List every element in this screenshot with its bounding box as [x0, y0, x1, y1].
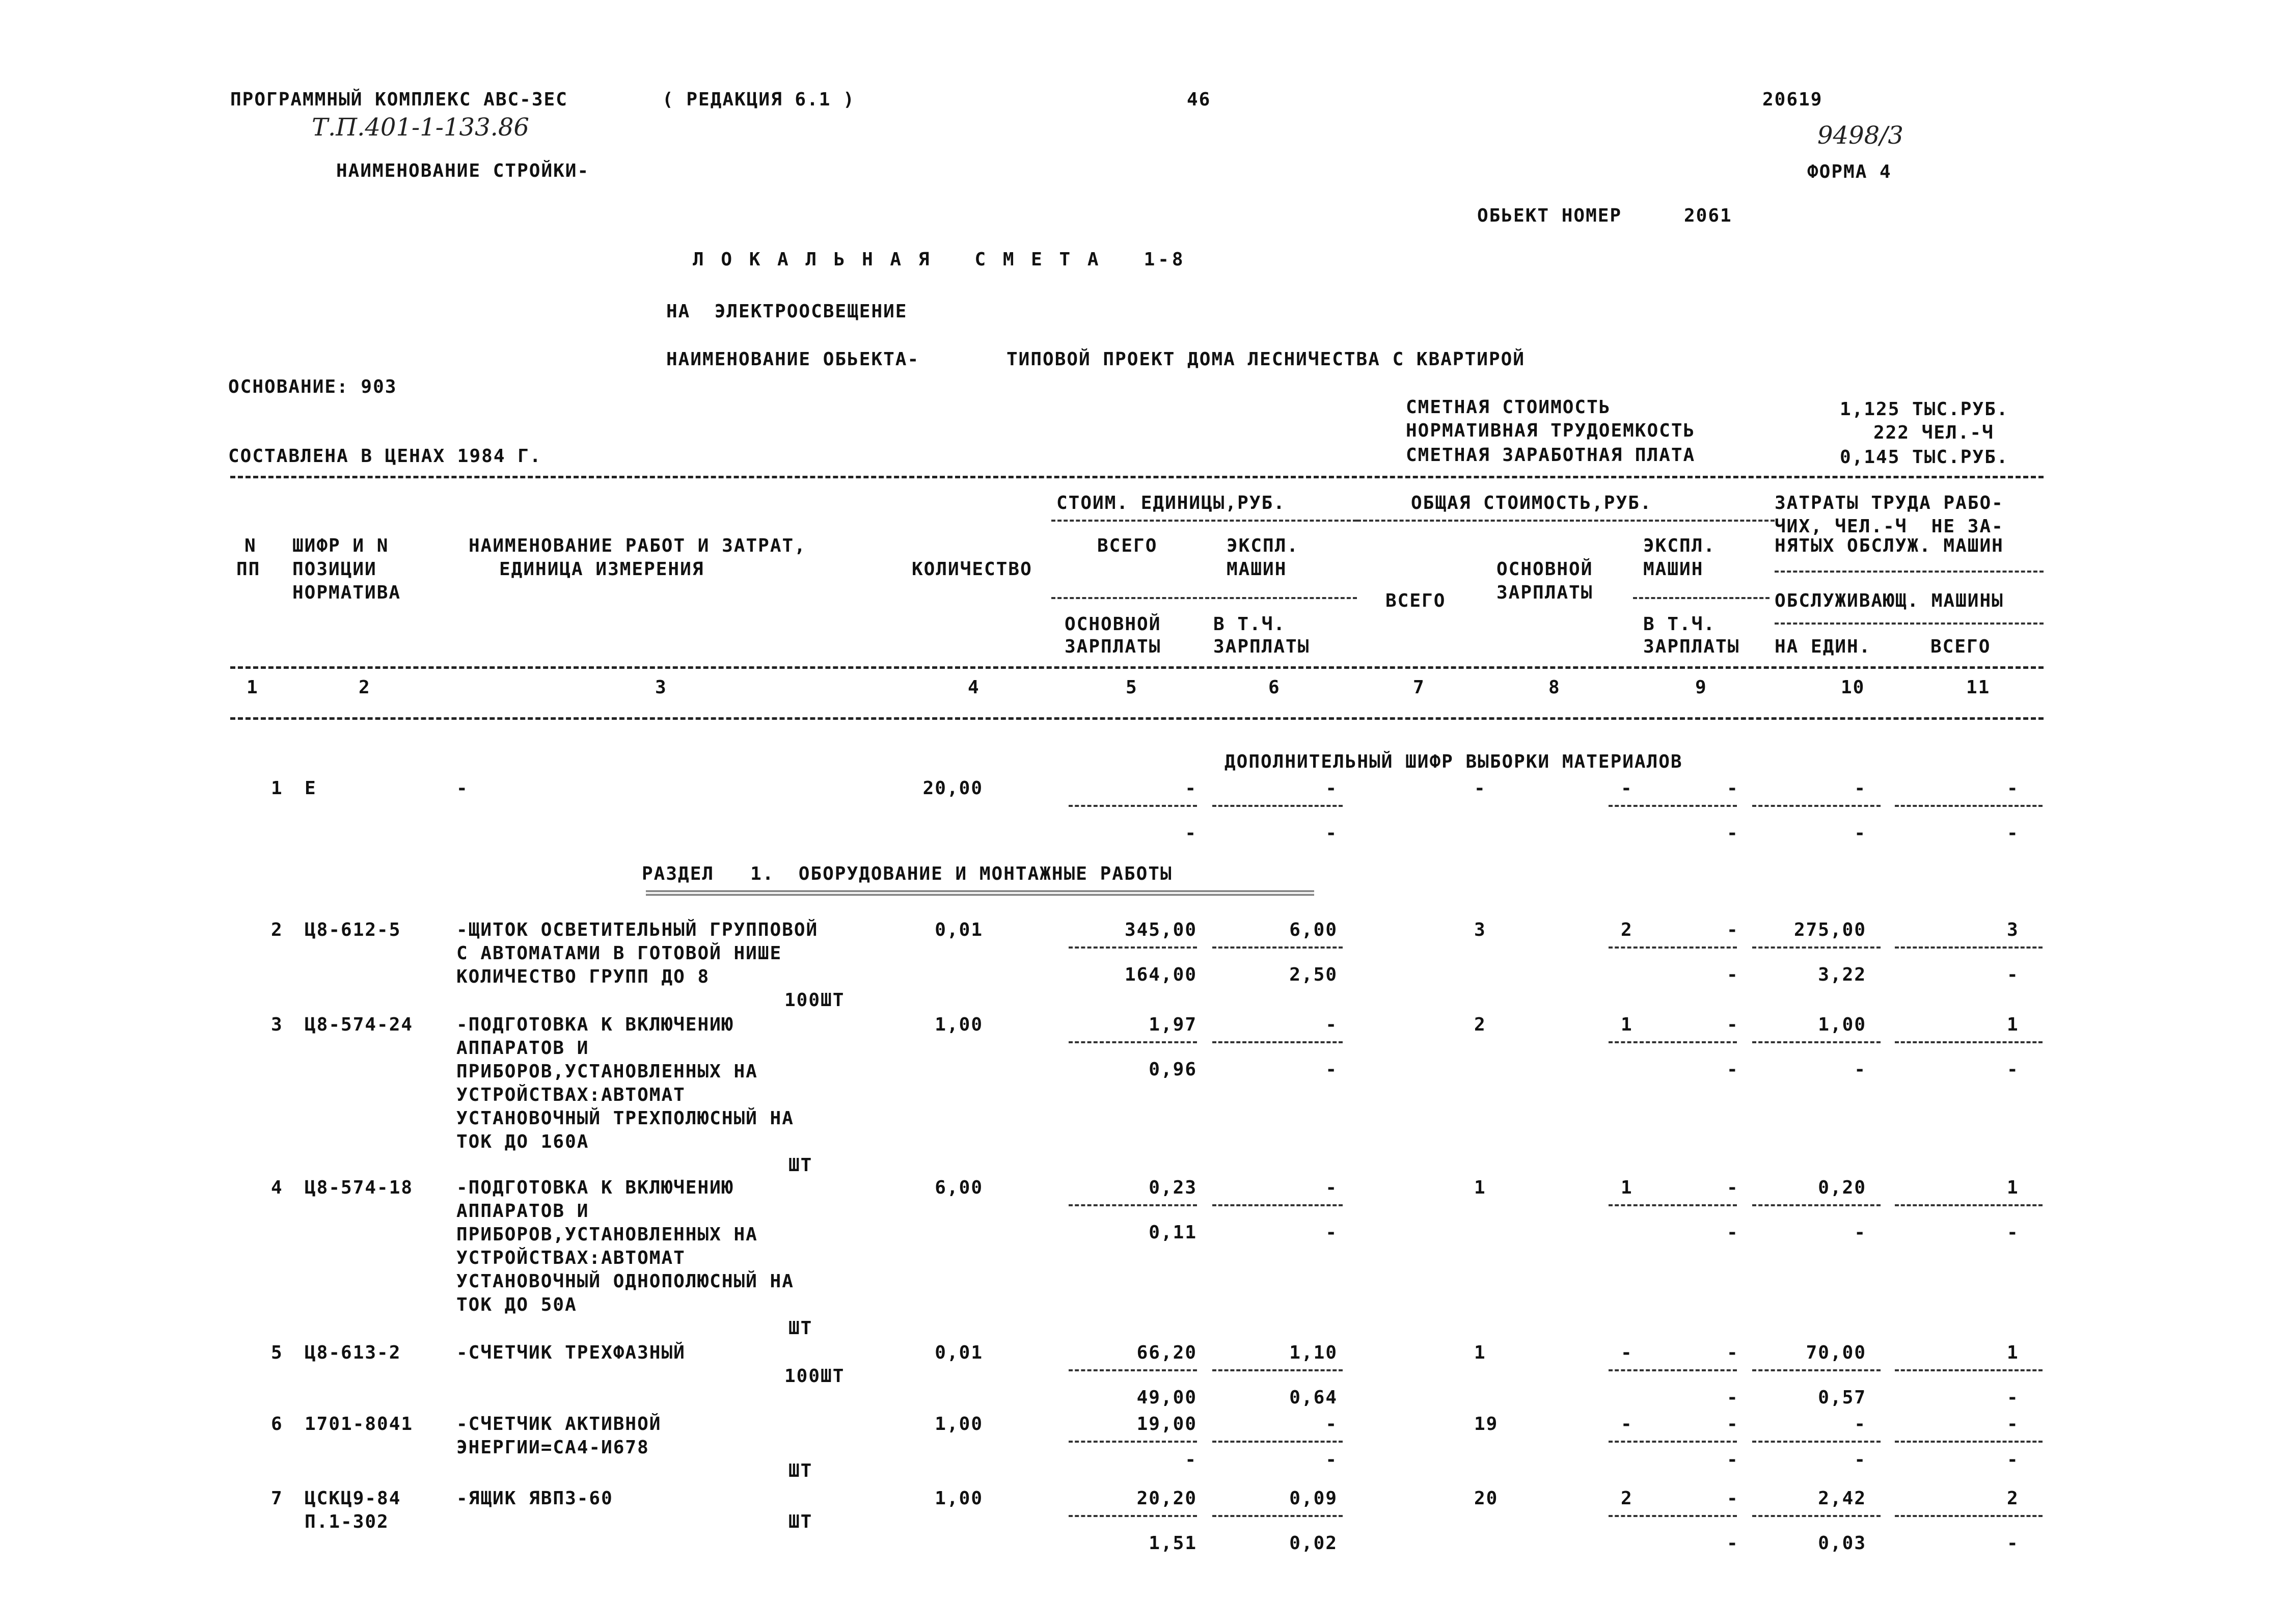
- cell-qty: 1,00: [935, 1414, 983, 1434]
- cell-separator: [1752, 946, 1881, 949]
- labor-serv-label: ОБСЛУЖИВАЮЩ. МАШИНЫ: [1775, 590, 2004, 611]
- row-name-line: ТОК ДО 160А: [456, 1131, 589, 1152]
- unit-incl-label-2: ЗАРПЛАТЫ: [1213, 636, 1310, 657]
- cell-separator: [1212, 1204, 1343, 1206]
- summary-label-wage: СМЕТНАЯ ЗАРАБОТНАЯ ПЛАТА: [1406, 445, 1696, 466]
- row-number: 6: [271, 1414, 283, 1434]
- page-number: 46: [1187, 89, 1211, 110]
- row-name-line: УСТАНОВОЧНЫЙ ТРЕХПОЛЮСНЫЙ НА: [456, 1108, 794, 1129]
- cell-c6: -: [1325, 1177, 1338, 1198]
- column-number: 6: [1268, 677, 1281, 698]
- total-incl-label: В Т.Ч.: [1643, 614, 1716, 635]
- row-unit: 100ШТ: [784, 1366, 845, 1387]
- cell-c5-wage: 1,51: [1149, 1533, 1197, 1554]
- cell-c11: 2: [2007, 1488, 2019, 1509]
- cell-c7: 19: [1474, 1414, 1499, 1434]
- cell-c11-wage: -: [2007, 1449, 2019, 1470]
- row-code: Ц8-613-2: [305, 1342, 401, 1363]
- summary-label-labor: НОРМАТИВНАЯ ТРУДОЕМКОСТЬ: [1406, 420, 1696, 441]
- object-number-label: ОБЬЕКТ НОМЕР: [1477, 205, 1622, 226]
- cell-c5: -: [1185, 778, 1197, 799]
- cell-c11-wage: -: [2007, 964, 2019, 985]
- object-name-label: НАИМЕНОВАНИЕ ОБЬЕКТА-: [666, 349, 920, 370]
- cell-c5: 0,23: [1149, 1177, 1197, 1198]
- column-number: 9: [1695, 677, 1707, 698]
- cell-separator: [1752, 805, 1881, 807]
- section-underline: [646, 894, 1314, 896]
- unit-mach-label-2: МАШИН: [1227, 559, 1287, 580]
- row-name-line: КОЛИЧЕСТВО ГРУПП ДО 8: [456, 966, 710, 987]
- row-unit: ШТ: [788, 1155, 813, 1176]
- cell-c9: -: [1727, 1014, 1739, 1035]
- cell-qty: 1,00: [935, 1488, 983, 1509]
- cell-separator: [1752, 1441, 1881, 1443]
- column-number: 2: [359, 677, 371, 698]
- cell-c9-wage: -: [1727, 1059, 1739, 1080]
- row-name-line: -СЧЕТЧИК ТРЕХФАЗНЫЙ: [456, 1342, 686, 1363]
- cell-separator: [1212, 946, 1343, 949]
- cell-c8: 2: [1621, 1488, 1633, 1509]
- cell-c10: 0,20: [1818, 1177, 1866, 1198]
- cell-c5: 66,20: [1136, 1342, 1197, 1363]
- row-unit: ШТ: [788, 1460, 813, 1481]
- cell-c8: 1: [1621, 1014, 1633, 1035]
- row-code-2: П.1-302: [305, 1511, 389, 1532]
- row-unit: ШТ: [788, 1318, 813, 1339]
- row-name-line: ПРИБОРОВ,УСТАНОВЛЕННЫХ НА: [456, 1061, 758, 1082]
- cell-separator: [1895, 1204, 2043, 1206]
- row-unit: 100ШТ: [784, 990, 845, 1011]
- row-name-line: АППАРАТОВ И: [456, 1201, 589, 1222]
- row-name-line: -СЧЕТЧИК АКТИВНОЙ: [456, 1414, 662, 1434]
- cell-c8: 2: [1621, 919, 1633, 940]
- row-code: 1701-8041: [305, 1414, 414, 1434]
- cell-separator: [1895, 946, 2043, 949]
- cell-c9: -: [1727, 919, 1739, 940]
- summary-value-labor: 222 ЧЕЛ.-Ч: [1873, 422, 1994, 443]
- total-all-label: ВСЕГО: [1385, 590, 1446, 611]
- cell-c11-wage: -: [2007, 1387, 2019, 1408]
- cell-c5-wage: -: [1185, 1449, 1197, 1470]
- cell-c11: -: [2007, 778, 2019, 799]
- cell-c11: 1: [2007, 1014, 2019, 1035]
- cell-separator: [1609, 805, 1737, 807]
- cell-separator: [1069, 1204, 1197, 1206]
- header-sub-rule: [1051, 520, 1357, 522]
- header-rule-top: [230, 476, 2044, 478]
- cell-c6-wage: -: [1325, 1222, 1338, 1243]
- column-number: 8: [1548, 677, 1561, 698]
- column-number: 4: [968, 677, 980, 698]
- cell-c9: -: [1727, 1414, 1739, 1434]
- column-number: 1: [247, 677, 259, 698]
- cell-c7: 1: [1474, 1342, 1486, 1363]
- price-basis: СОСТАВЛЕНА В ЦЕНАХ 1984 Г.: [228, 446, 542, 467]
- cell-c6: -: [1325, 1414, 1338, 1434]
- cell-c5: 1,97: [1149, 1014, 1197, 1035]
- cell-c10: -: [1854, 1414, 1866, 1434]
- cell-separator: [1752, 1369, 1881, 1371]
- cell-separator: [1212, 1441, 1343, 1443]
- cell-c9-wage: -: [1727, 1533, 1739, 1554]
- object-name: ТИПОВОЙ ПРОЕКТ ДОМА ЛЕСНИЧЕСТВА С КВАРТИРОЙ: [1006, 349, 1525, 370]
- cell-qty: 0,01: [935, 1342, 983, 1363]
- handwritten-project-number: Т.П.401-1-133.86: [312, 113, 529, 142]
- row-code: Е: [305, 778, 317, 799]
- cell-separator: [1752, 1515, 1881, 1517]
- cell-c11: -: [2007, 1414, 2019, 1434]
- cell-c5: 20,20: [1136, 1488, 1197, 1509]
- summary-value-cost: 1,125 ТЫС.РУБ.: [1840, 399, 2009, 420]
- cell-c6-wage: 0,02: [1289, 1533, 1338, 1554]
- col-name-label: НАИМЕНОВАНИЕ РАБОТ И ЗАТРАТ,: [469, 535, 806, 556]
- col-unit-label: ЕДИНИЦА ИЗМЕРЕНИЯ: [499, 559, 704, 580]
- header-sub-rule: [1775, 622, 2044, 625]
- cell-c10-wage: 3,22: [1818, 964, 1866, 985]
- row-name-line: С АВТОМАТАМИ В ГОТОВОЙ НИШЕ: [456, 943, 782, 964]
- cell-separator: [1609, 1204, 1737, 1206]
- cell-c5-wage: 49,00: [1136, 1387, 1197, 1408]
- cell-separator: [1609, 1041, 1737, 1043]
- cell-c5: 19,00: [1136, 1414, 1197, 1434]
- header-sub-rule: [1051, 597, 1357, 599]
- edition: ( РЕДАКЦИЯ 6.1 ): [662, 89, 855, 110]
- cell-separator: [1895, 1041, 2043, 1043]
- cell-c10: 1,00: [1818, 1014, 1866, 1035]
- row-name-line: УСТРОЙСТВАХ:АВТОМАТ: [456, 1085, 686, 1105]
- unit-incl-label: В Т.Ч.: [1213, 614, 1286, 635]
- cell-c11: 1: [2007, 1177, 2019, 1198]
- labor-label: ЗАТРАТЫ ТРУДА РАБО-: [1775, 493, 2004, 513]
- row-unit: ШТ: [788, 1511, 813, 1532]
- cell-separator: [1212, 1515, 1343, 1517]
- row-number: 1: [271, 778, 283, 799]
- cell-c10: 275,00: [1793, 919, 1866, 940]
- col-shifr-label: ШИФР И N: [292, 535, 389, 556]
- cell-c10-wage: -: [1854, 1059, 1866, 1080]
- cell-qty: 0,01: [935, 919, 983, 940]
- row-code: ЦСКЦ9-84: [305, 1488, 401, 1509]
- cell-c5: 345,00: [1124, 919, 1197, 940]
- cell-c8: -: [1621, 1414, 1633, 1434]
- cell-c10-wage: -: [1854, 1449, 1866, 1470]
- header-rule-bottom: [230, 717, 2044, 720]
- cell-c9-wage: -: [1727, 823, 1739, 844]
- header-sub-rule: [1633, 597, 1770, 599]
- total-mach-label-2: МАШИН: [1643, 559, 1704, 580]
- cell-separator: [1752, 1041, 1881, 1043]
- cell-c10: 2,42: [1818, 1488, 1866, 1509]
- cell-c6-wage: 2,50: [1289, 964, 1338, 985]
- cell-c7: -: [1474, 778, 1486, 799]
- cell-c10: 70,00: [1806, 1342, 1866, 1363]
- cell-c5-wage: 164,00: [1124, 964, 1197, 985]
- cell-c6: -: [1325, 1014, 1338, 1035]
- total-incl-label-2: ЗАРПЛАТЫ: [1643, 636, 1740, 657]
- cell-separator: [1069, 1041, 1197, 1043]
- labor-label-3: НЯТЫХ ОБСЛУЖ. МАШИН: [1775, 535, 2004, 556]
- cell-separator: [1895, 1369, 2043, 1371]
- row-name-line: ЭНЕРГИИ=СА4-И678: [456, 1437, 649, 1458]
- cell-separator: [1752, 1204, 1881, 1206]
- cell-c11-wage: -: [2007, 1059, 2019, 1080]
- cell-c6: 6,00: [1289, 919, 1338, 940]
- cell-c10-wage: -: [1854, 823, 1866, 844]
- cell-c9: -: [1727, 1177, 1739, 1198]
- cell-c10-wage: -: [1854, 1222, 1866, 1243]
- row-name-line: -ЩИТОК ОСВЕТИТЕЛЬНЫЙ ГРУППОВОЙ: [456, 919, 819, 940]
- column-number: 3: [655, 677, 667, 698]
- cell-separator: [1069, 1369, 1197, 1371]
- section-title: РАЗДЕЛ 1. ОБОРУДОВАНИЕ И МОНТАЖНЫЕ РАБОТЫ: [642, 863, 1173, 884]
- cell-qty: 1,00: [935, 1014, 983, 1035]
- row-code: Ц8-574-24: [305, 1014, 414, 1035]
- unit-total-label: ВСЕГО: [1097, 535, 1158, 556]
- column-number: 5: [1126, 677, 1138, 698]
- cell-separator: [1069, 1515, 1197, 1517]
- cell-c11: 1: [2007, 1342, 2019, 1363]
- cell-c6-wage: -: [1325, 1449, 1338, 1470]
- row-name-line: ПРИБОРОВ,УСТАНОВЛЕННЫХ НА: [456, 1224, 758, 1245]
- cell-separator: [1895, 1515, 2043, 1517]
- cell-c9: -: [1727, 1488, 1739, 1509]
- form-number: ФОРМА 4: [1807, 161, 1892, 182]
- object-number: 2061: [1684, 205, 1732, 226]
- cell-c9-wage: -: [1727, 1387, 1739, 1408]
- labor-unit-label: НА ЕДИН.: [1775, 636, 1871, 657]
- cell-c11-wage: -: [2007, 1533, 2019, 1554]
- cell-c7: 3: [1474, 919, 1486, 940]
- cell-separator: [1609, 946, 1737, 949]
- cell-separator: [1069, 1441, 1197, 1443]
- cell-c10-wage: 0,03: [1818, 1533, 1866, 1554]
- program-name: ПРОГРАММНЫЙ КОМПЛЕКС АВС-3ЕС: [230, 89, 568, 110]
- cell-c6: 1,10: [1289, 1342, 1338, 1363]
- cell-c8: -: [1621, 1342, 1633, 1363]
- unit-base-label: ОСНОВНОЙ: [1065, 614, 1161, 635]
- estimate-title: Л О К А Л Ь Н А Я С М Е Т А 1-8: [693, 249, 1186, 270]
- construction-name-label: НАИМЕНОВАНИЕ СТРОЙКИ-: [336, 160, 590, 181]
- cell-c6-wage: -: [1325, 1059, 1338, 1080]
- estimate-subtitle: НА ЭЛЕКТРООСВЕЩЕНИЕ: [666, 301, 908, 322]
- cell-c9: -: [1727, 1342, 1739, 1363]
- row-name-line: УСТАНОВОЧНЫЙ ОДНОПОЛЮСНЫЙ НА: [456, 1271, 794, 1292]
- summary-label-cost: СМЕТНАЯ СТОИМОСТЬ: [1406, 397, 1611, 418]
- document-code: 20619: [1762, 89, 1823, 110]
- row-number: 7: [271, 1488, 283, 1509]
- row-name-line: -ПОДГОТОВКА К ВКЛЮЧЕНИЮ: [456, 1014, 734, 1035]
- cell-separator: [1895, 1441, 2043, 1443]
- col-position-label: ПОЗИЦИИ: [292, 559, 377, 580]
- cell-c5-wage: 0,11: [1149, 1222, 1197, 1243]
- row-name-line: -: [456, 778, 469, 799]
- col-pp-label: ПП: [236, 559, 261, 580]
- header-sub-rule: [1357, 520, 1775, 522]
- cell-separator: [1212, 805, 1343, 807]
- handwritten-archive-number: 9498/3: [1817, 121, 1903, 150]
- col-n-label: N: [244, 535, 257, 556]
- cell-separator: [1609, 1515, 1737, 1517]
- cell-c5-wage: -: [1185, 823, 1197, 844]
- cell-separator: [1609, 1369, 1737, 1371]
- column-number: 7: [1413, 677, 1425, 698]
- cell-qty: 6,00: [935, 1177, 983, 1198]
- column-number: 10: [1841, 677, 1865, 698]
- cell-c6: -: [1325, 778, 1338, 799]
- total-cost-label: ОБЩАЯ СТОИМОСТЬ,РУБ.: [1411, 493, 1652, 513]
- unit-base-label-2: ЗАРПЛАТЫ: [1065, 636, 1161, 657]
- cell-separator: [1609, 1441, 1737, 1443]
- row-number: 3: [271, 1014, 283, 1035]
- cell-c7: 20: [1474, 1488, 1499, 1509]
- cell-c7: 1: [1474, 1177, 1486, 1198]
- cell-c9-wage: -: [1727, 964, 1739, 985]
- cell-c11: 3: [2007, 919, 2019, 940]
- cell-c8: -: [1621, 778, 1633, 799]
- unit-mach-label: ЭКСПЛ.: [1227, 535, 1299, 556]
- header-rule-mid: [230, 666, 2044, 669]
- total-base-label-2: ЗАРПЛАТЫ: [1496, 582, 1593, 603]
- row-name-line: ТОК ДО 50А: [456, 1294, 577, 1315]
- row-code: Ц8-574-18: [305, 1177, 414, 1198]
- cell-c6: 0,09: [1289, 1488, 1338, 1509]
- row-name-line: АППАРАТОВ И: [456, 1038, 589, 1059]
- estimate-basis: ОСНОВАНИЕ: 903: [228, 376, 397, 397]
- labor-total-label: ВСЕГО: [1930, 636, 1991, 657]
- cell-separator: [1069, 805, 1197, 807]
- cell-c9-wage: -: [1727, 1449, 1739, 1470]
- row-name-line: УСТРОЙСТВАХ:АВТОМАТ: [456, 1248, 686, 1268]
- cell-c8: 1: [1621, 1177, 1633, 1198]
- cell-separator: [1895, 805, 2043, 807]
- unit-cost-label: СТОИМ. ЕДИНИЦЫ,РУБ.: [1056, 493, 1286, 513]
- row-name-line: -ПОДГОТОВКА К ВКЛЮЧЕНИЮ: [456, 1177, 734, 1198]
- cell-c9: -: [1727, 778, 1739, 799]
- cell-c11-wage: -: [2007, 823, 2019, 844]
- cell-c6-wage: -: [1325, 823, 1338, 844]
- cell-separator: [1212, 1041, 1343, 1043]
- row-number: 4: [271, 1177, 283, 1198]
- row-number: 2: [271, 919, 283, 940]
- cell-separator: [1069, 946, 1197, 949]
- column-number: 11: [1966, 677, 1991, 698]
- cell-qty: 20,00: [922, 778, 983, 799]
- row-number: 5: [271, 1342, 283, 1363]
- cell-c5-wage: 0,96: [1149, 1059, 1197, 1080]
- cell-c7: 2: [1474, 1014, 1486, 1035]
- section-underline: [646, 890, 1314, 892]
- header-sub-rule: [1775, 571, 2044, 573]
- cell-c9-wage: -: [1727, 1222, 1739, 1243]
- cell-separator: [1212, 1369, 1343, 1371]
- labor-label-2: ЧИХ, ЧЕЛ.-Ч НЕ ЗА-: [1775, 516, 2004, 537]
- row-name-line: -ЯЩИК ЯВП3-60: [456, 1488, 613, 1509]
- cell-c10-wage: 0,57: [1818, 1387, 1866, 1408]
- total-mach-label: ЭКСПЛ.: [1643, 535, 1716, 556]
- extra-cipher-note: ДОПОЛНИТЕЛЬНЫЙ ШИФР ВЫБОРКИ МАТЕРИАЛОВ: [1224, 751, 1683, 772]
- col-qty-label: КОЛИЧЕСТВО: [912, 559, 1032, 580]
- cell-c10: -: [1854, 778, 1866, 799]
- row-code: Ц8-612-5: [305, 919, 401, 940]
- cell-c11-wage: -: [2007, 1222, 2019, 1243]
- summary-value-wage: 0,145 ТЫС.РУБ.: [1840, 447, 2009, 468]
- cell-c6-wage: 0,64: [1289, 1387, 1338, 1408]
- total-base-label: ОСНОВНОЙ: [1496, 559, 1593, 580]
- col-normative-label: НОРМАТИВА: [292, 582, 401, 603]
